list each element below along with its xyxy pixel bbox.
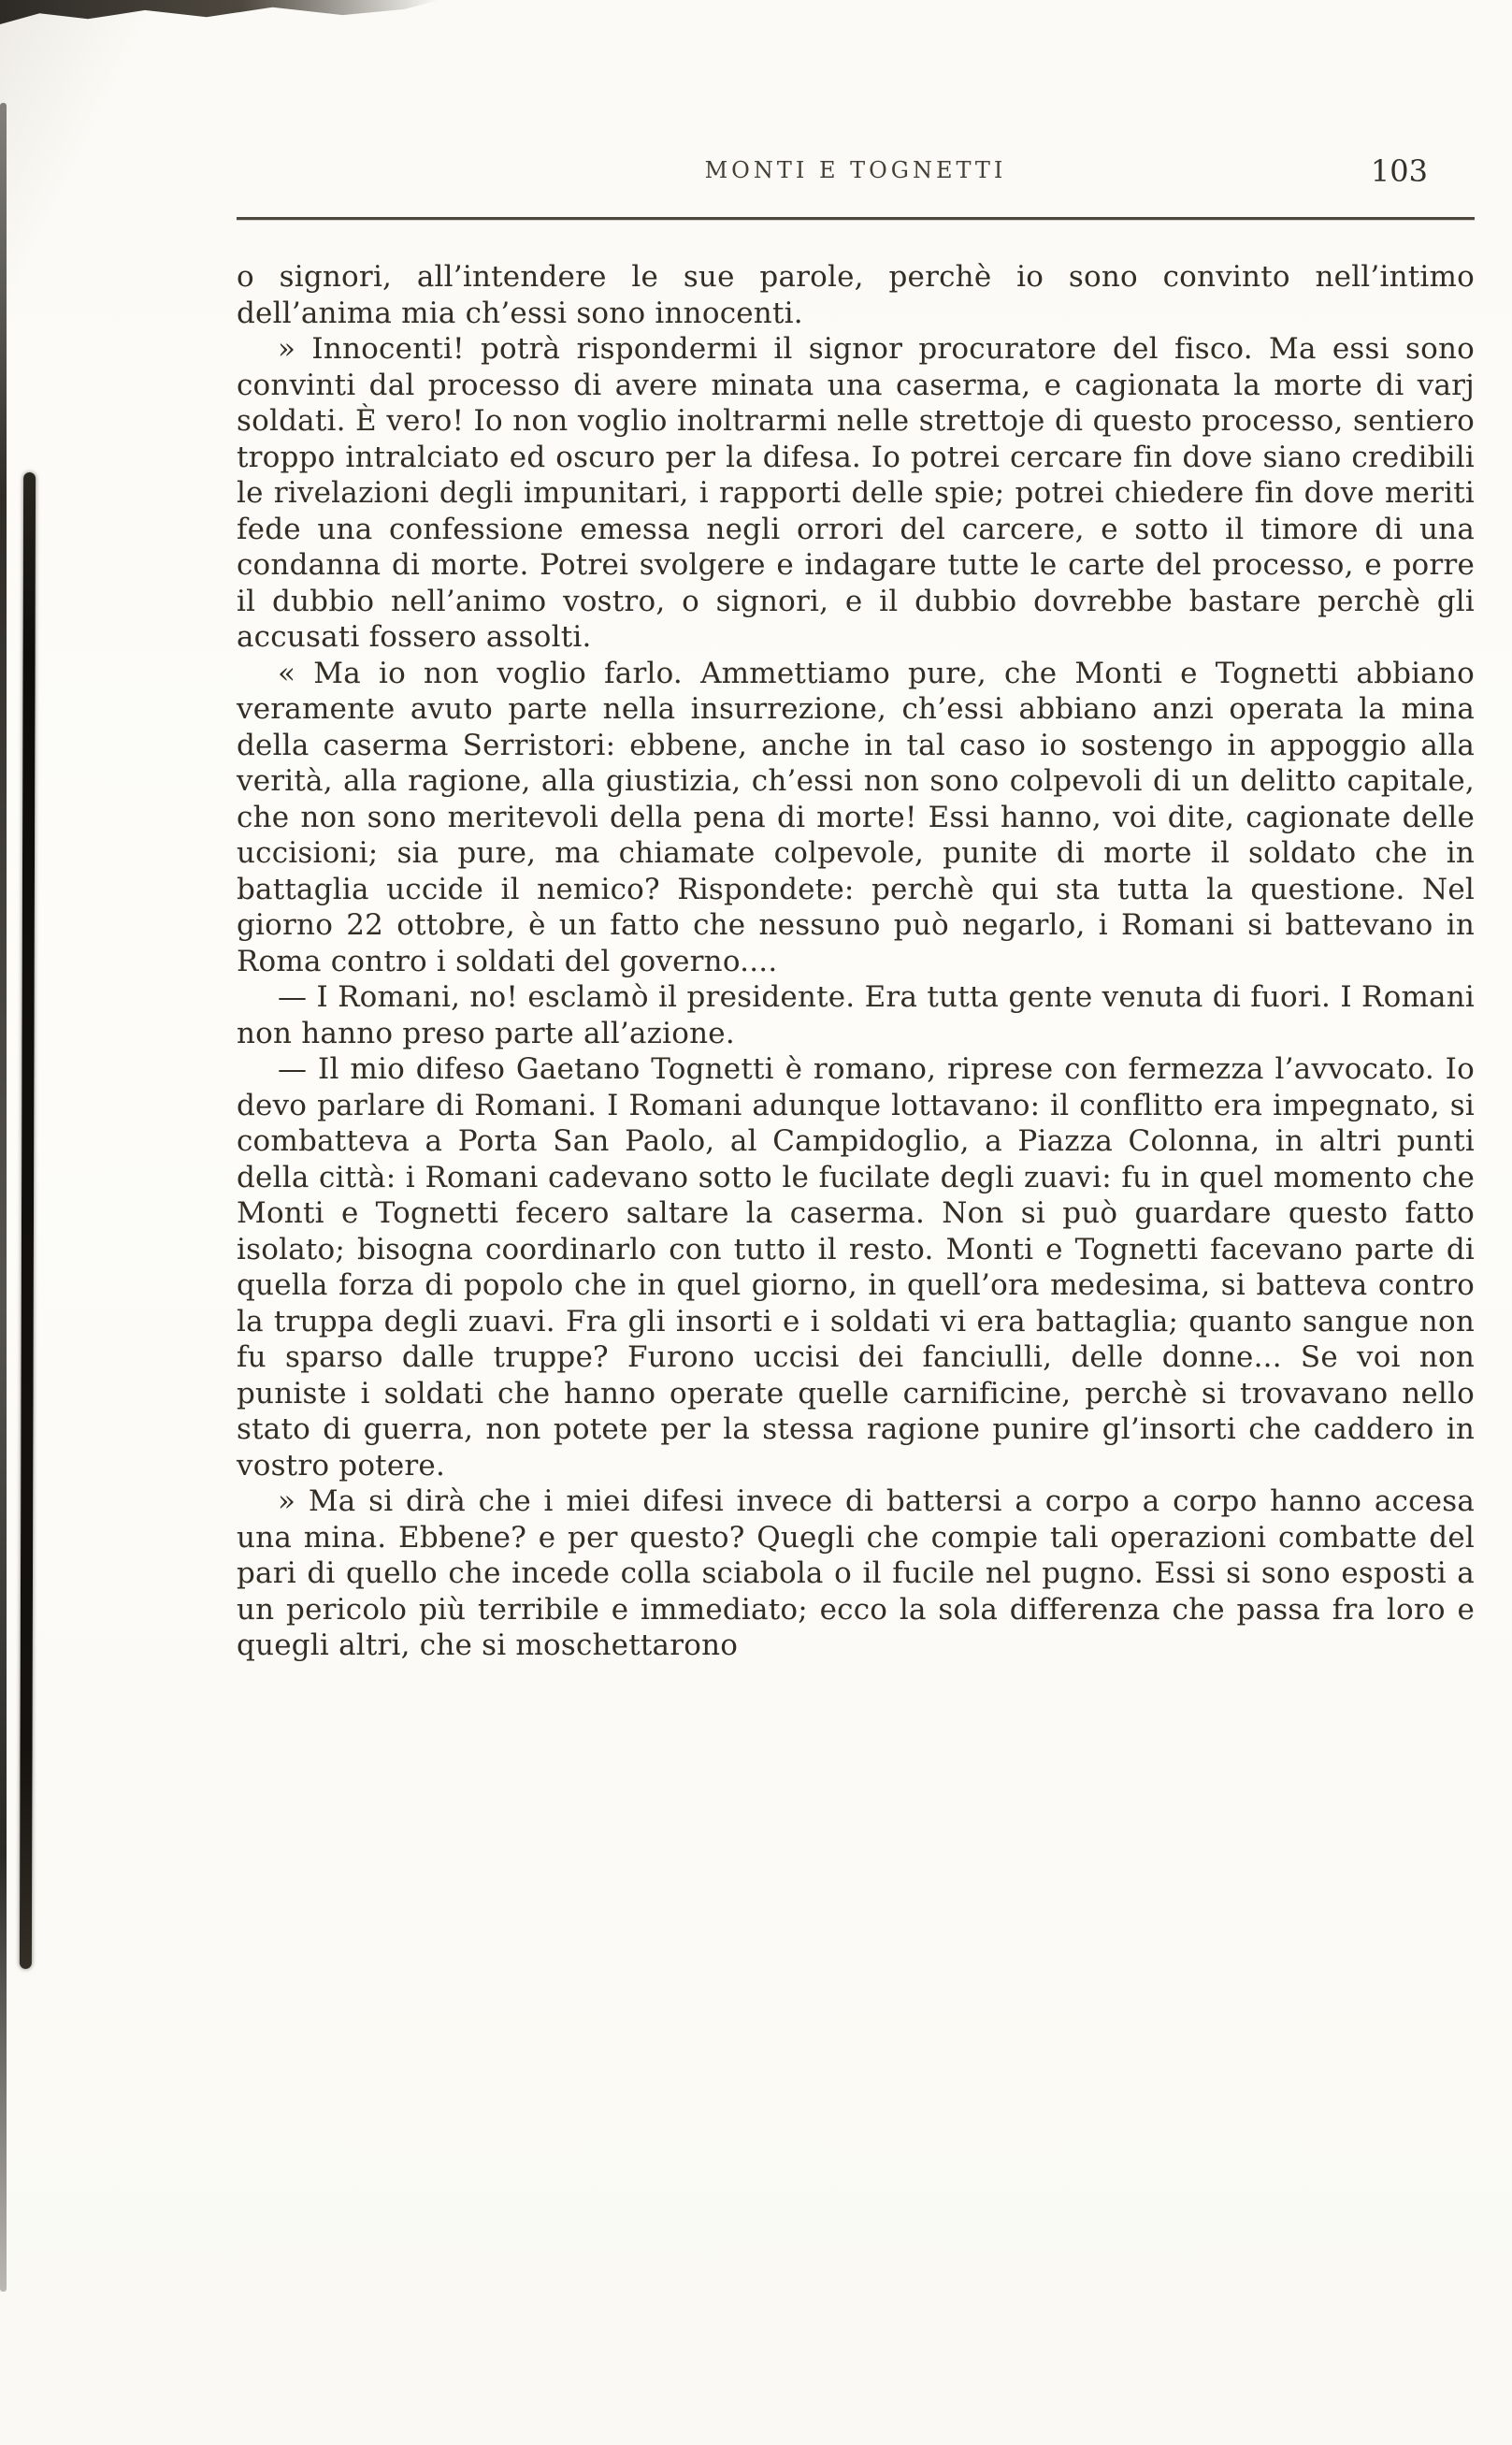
page-number: 103: [1370, 153, 1428, 189]
page-content: [237, 153, 1475, 1664]
paragraph: « Ma io non voglio farlo. Ammettiamo pure, che Monti e Tognetti abbiano veramente avuto parte nella insurrezione, ch’essi abbiano anzi operata la mina della caserma Serristori: ebbene, anche in tal caso io sostengo in appoggio alla verità, alla ragione, alla giustizia, ch’essi non sono colpevoli di un delitto capitale, che non sono meritevoli della pena di morte! Essi hanno, voi dite, cagionate delle uccisioni; sia pure, ma chiamate colpevole, punite di morte il soldato che in battaglia uccide il nemico? Rispondete: perchè qui sta tutta la questione. Nel giorno 22 ottobre, è un fatto che nessuno può negarlo, i Romani si battevano in Roma contro i soldati del governo....: [237, 656, 1475, 978]
paragraph: o signori, all’intendere le sue parole, perchè io sono convinto nell’intimo dell’anima mia ch’essi sono innocenti.: [237, 260, 1475, 330]
scan-top-smudge: [0, 0, 439, 24]
paragraph: » Ma si dirà che i miei difesi invece di battersi a corpo a corpo hanno accesa una mina. Ebbene? e per questo? Quegli che compie tali operazioni combatte del pari di quello che incede colla sciabola o il fucile nel pugno. Essi si sono esposti a un pericolo più terribile e immediato; ecco la sola differenza che passa fra loro e quegli altri, che si moschettarono: [237, 1484, 1475, 1662]
header-rule: [237, 217, 1475, 220]
paragraph: — I Romani, no! esclamò il presidente. Era tutta gente venuta di fuori. I Romani non hanno preso parte all’azione.: [237, 980, 1475, 1050]
running-title: MONTI E TOGNETTI: [704, 157, 1007, 183]
scan-left-edge: [0, 103, 7, 2292]
paragraph: — Il mio difeso Gaetano Tognetti è romano, riprese con fermezza l’avvocato. Io devo parlare di Romani. I Romani adunque lottavano: il conflitto era impegnato, si combatteva a Porta San Paolo, al Campidoglio, a Piazza Colonna, in altri punti della città: i Romani cadevano sotto le fucilate degli zuavi: fu in quel momento che Monti e Tognetti fecero saltare la caserma. Non si può guardare questo fatto isolato; bisogna coordinarlo con tutto il resto. Monti e Tognetti facevano parte di quella forza di popolo che in quel giorno, in quell’ora medesima, si batteva contro la truppa degli zuavi. Fra gli insorti e i soldati vi era battaglia; quanto sangue non fu sparso dalle truppe? Furono uccisi dei fanciulli, delle donne... Se voi non puniste i soldati che hanno operate quelle carnificine, perchè si trovavano nello stato di guerra, non potete per la stessa ragione punire gl’insorti che caddero in vostro potere.: [237, 1052, 1475, 1483]
paragraph: » Innocenti! potrà rispondermi il signor procuratore del fisco. Ma essi sono convinti dal processo di avere minata una caserma, e cagionata la morte di varj soldati. È vero! Io non voglio inoltrarmi nelle strettoje di questo processo, sentiero troppo intralciato ed oscuro per la difesa. Io potrei cercare fin dove siano credibili le rivelazioni degli impunitari, i rapporti delle spie; potrei chiedere fin dove meriti fede una confessione emessa negli orrori del carcere, e sotto il timore di una condanna di morte. Potrei svolgere e indagare tutte le carte del processo, e porre il dubbio nell’animo vostro, o signori, e il dubbio dovrebbe bastare perchè gli accusati fossero assolti.: [237, 332, 1475, 654]
page-header: [237, 153, 1475, 206]
binding-shadow: [20, 472, 36, 1969]
text-column: [237, 259, 1475, 1664]
